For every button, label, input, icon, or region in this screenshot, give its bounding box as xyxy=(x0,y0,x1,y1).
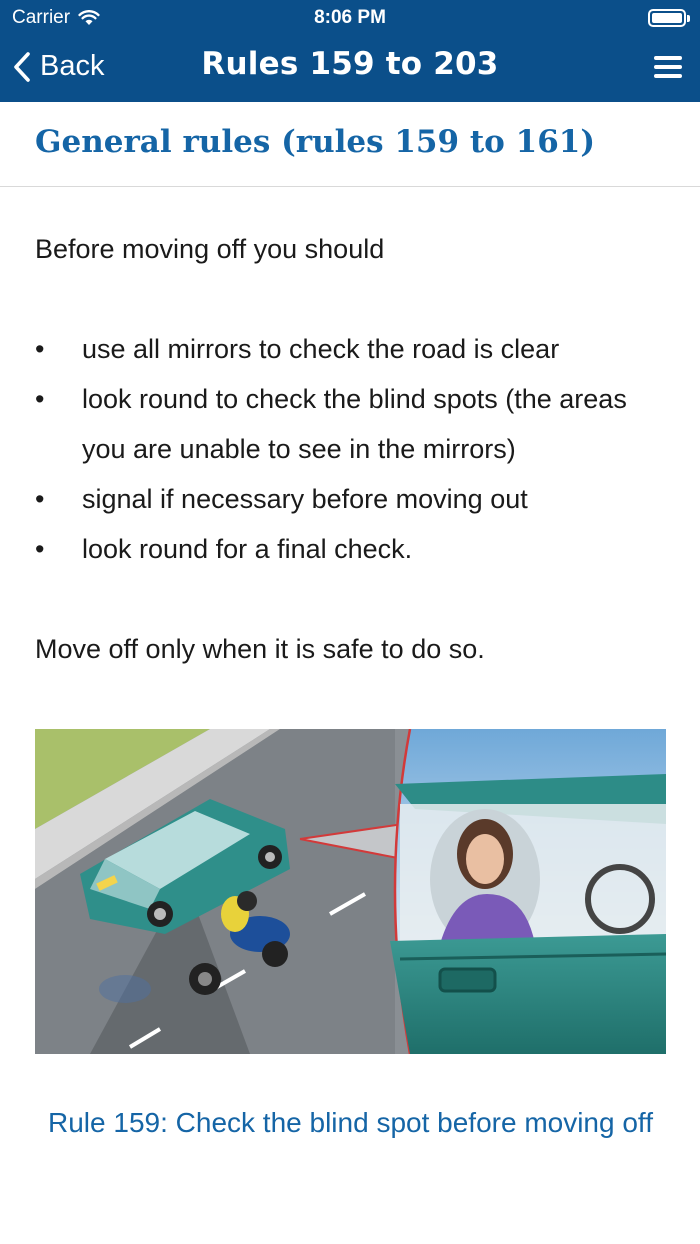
section-header xyxy=(0,102,700,187)
list-item: • look round to check the blind spots (the areas you are unable to see in the mirrors) xyxy=(35,374,675,474)
list-item: • look round for a final check. xyxy=(35,524,675,574)
blind-spot-illustration xyxy=(35,729,666,1054)
illustration-image xyxy=(35,729,666,1054)
carrier-label: Carrier xyxy=(12,7,71,28)
list-item: • signal if necessary before moving out xyxy=(35,474,675,524)
list-item: • use all mirrors to check the road is clear xyxy=(35,324,675,374)
figure-caption: Rule 159: Check the blind spot before moving off xyxy=(48,1107,653,1138)
hamburger-menu-icon[interactable] xyxy=(654,56,682,80)
clock: 8:06 PM xyxy=(314,7,386,28)
page-title: Rules 159 to 203 xyxy=(201,46,499,82)
section-heading: General rules (rules 159 to 161) xyxy=(35,124,596,160)
checklist xyxy=(35,324,675,574)
navigation-bar xyxy=(0,36,700,102)
intro-paragraph: Before moving off you should xyxy=(35,234,385,264)
battery-icon xyxy=(648,9,686,27)
back-label: Back xyxy=(40,50,105,82)
status-bar xyxy=(0,0,700,36)
outro-paragraph: Move off only when it is safe to do so. xyxy=(35,634,485,664)
top-bar xyxy=(0,0,700,102)
